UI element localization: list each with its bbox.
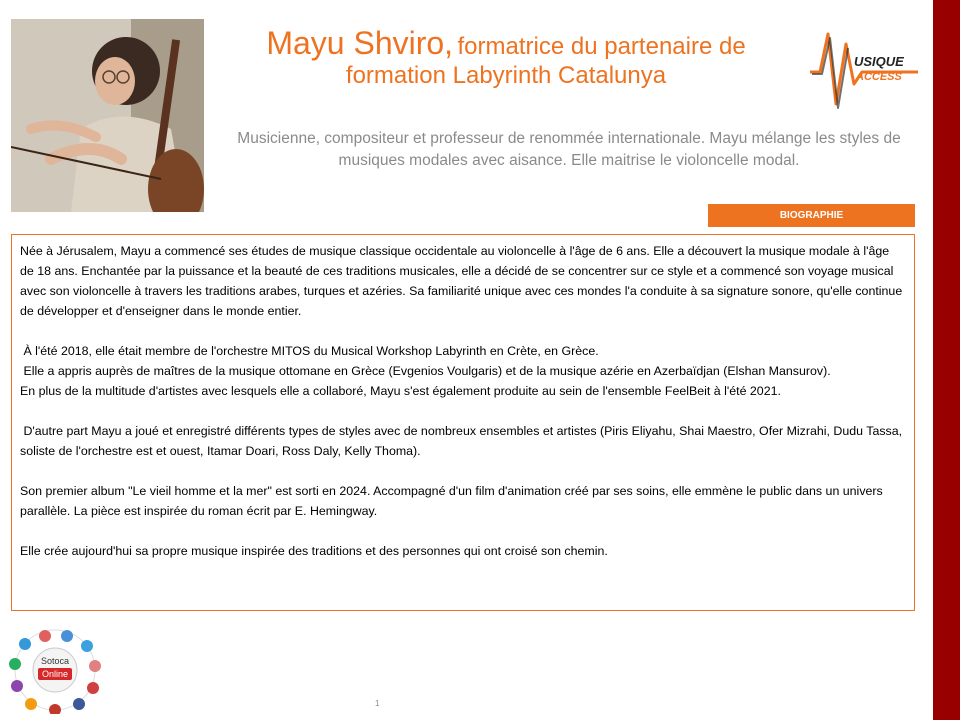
biography-tab: BIOGRAPHIE bbox=[708, 204, 915, 227]
right-accent-bar bbox=[933, 0, 960, 720]
page-number: 1 bbox=[375, 699, 380, 708]
logo-text-line2: ACCESS bbox=[856, 71, 902, 83]
musique-access-logo bbox=[806, 24, 924, 112]
subtitle: Musicienne, compositeur et professeur de renommée internationale. Mayu mélange les styles de musiques modales avec aisance. Elle maitrise le violoncelle modal. bbox=[237, 130, 901, 169]
sotoca-online-logo bbox=[9, 626, 105, 714]
bio-paragraph-2b: Elle a appris auprès de maîtres de la musique ottomane en Grèce (Evgenios Voulgaris) et de la musique azérie en Azerbaïdjan (Elshan Mansurov). bbox=[20, 364, 831, 378]
cellist-illustration bbox=[11, 19, 204, 212]
sotoca-text-line1: Sotoca bbox=[40, 656, 70, 666]
bio-paragraph-4: Son premier album "Le vieil homme et la mer" est sorti en 2024. Accompagné d'un film d'animation créé par ses soins, elle emmène le public dans un univers parallèle. La pièce est inspirée du roman écrit par E. Hemingway. bbox=[20, 484, 887, 518]
page-title bbox=[214, 24, 798, 91]
biography-box bbox=[11, 234, 915, 611]
sotoca-text-line2: Online bbox=[41, 669, 69, 679]
logo-text-line1: USIQUE bbox=[854, 54, 904, 69]
title-name: Mayu Shviro, bbox=[266, 25, 454, 61]
musician-photo bbox=[11, 19, 204, 212]
title-role-line1: formatrice du partenaire de bbox=[457, 33, 746, 60]
bio-paragraph-3: D'autre part Mayu a joué et enregistré différents types de styles avec de nombreux ensembles et artistes (Piris Eliyahu, Shai Maestro, Ofer Mizrahi, Dudu Tassa, soliste de l'orchestre est et ouest, Itamar Doari, Ross Daly, Kelly Thoma). bbox=[20, 424, 906, 458]
title-role-line2: formation Labyrinth Catalunya bbox=[345, 62, 667, 90]
bio-paragraph-2a: À l'été 2018, elle était membre de l'orchestre MITOS du Musical Workshop Labyrinth en Crète, en Grèce. bbox=[20, 344, 599, 358]
bio-paragraph-5: Elle crée aujourd'hui sa propre musique inspirée des traditions et des personnes qui ont croisé son chemin. bbox=[20, 544, 608, 558]
bio-paragraph-1: Née à Jérusalem, Mayu a commencé ses études de musique classique occidentale au violoncelle à l'âge de 6 ans. Elle a découvert la musique modale à l'âge de 18 ans. Enchantée par la puissance et la beauté de ces traditions musicales, elle a décidé de se concentrer sur ce style et a commencé son voyage musical avec son violoncelle à travers les traditions arabes, turques et azéries. Sa familiarité unique avec ces mondes l'a conduite à sa signature sonore, qu'elle continue de développer et d'enseigner dans le monde entier. bbox=[20, 244, 906, 318]
bio-paragraph-2c: En plus de la multitude d'artistes avec lesquels elle a collaboré, Mayu s'est également produite au sein de l'ensemble FeelBeit à l'été 2021. bbox=[20, 384, 781, 398]
